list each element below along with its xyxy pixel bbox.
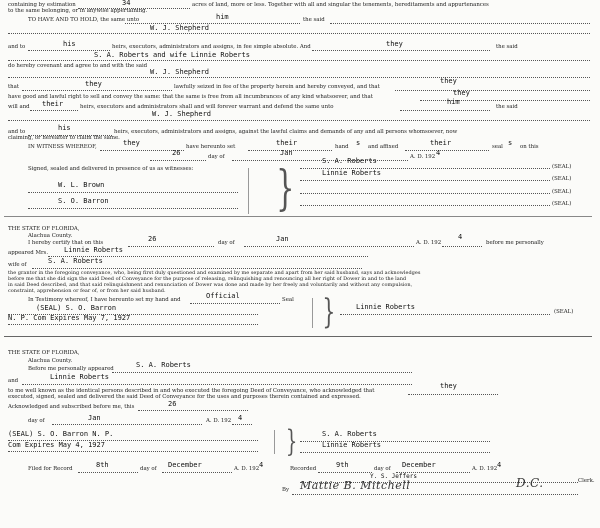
covenant-text: do hereby covenant and agree to and with the said [8,63,148,69]
ack1-notary-1: (SEAL) S. O. Barron [36,304,117,312]
divider-1 [4,216,592,217]
recorded-label: Recorded [290,466,317,472]
ack1-before: before me personally [486,240,544,246]
affixed-text: and affixed [368,144,399,150]
their-1: their [42,100,64,108]
the-said-1: the said [303,17,325,23]
heirs-2: heirs, executors, administrators and assigns, against the lawful claims and demands of any and all persons whomsoever, now [114,129,458,135]
ack2-county: Alachua County. [28,358,73,364]
ack1-wife-name: Linnie Roberts [64,246,124,254]
deputy-clerk-signature: Mattie B. Mitchell [300,479,411,492]
habendum-label: TO HAVE AND TO HOLD, the same unto [28,17,140,23]
ack1-certify: I hereby certify that on this [28,240,104,246]
ack2-state: THE STATE OF FLORIDA, [8,350,80,356]
ack2-notary-2: Com Expires May 4, 1927 [8,441,105,449]
grantors: S. A. Roberts and wife Linnie Roberts [94,51,250,59]
ack2-signer-2: Linnie Roberts [322,441,382,449]
ack2-signer-1: S. A. Roberts [322,430,377,438]
deed-ad: A. D. 192 [410,154,436,160]
ack2-known-2: executed, signed, sealed and delivered the said Deed of Conveyance for the uses and purposes therein contained and expressed. [8,394,361,400]
ack1-para-3: in said Deed described, and that said relinquishment and renunciation of Dower was done and made by her freely and voluntarily and without any compulsion, [8,282,413,288]
the-said-3: the said [496,104,518,110]
deed-day-of: day of [208,154,225,160]
ack2-day: 26 [168,400,177,408]
divider-2 [4,336,592,337]
grantee-3: W. J. Shepherd [152,110,212,118]
acres-value: 34 [122,0,131,7]
signer-1: S. A. Roberts [322,157,377,165]
ack2-name-1: S. A. Roberts [136,361,191,369]
estimation-label: containing by estimation [8,2,76,8]
witness-2: S. O. Barron [58,197,109,205]
they-3: they [440,77,457,85]
him-2: him [447,98,460,106]
and-to-2: and to [8,129,26,135]
signed-text: Signed, sealed and delivered in presence of us as witnesses: [28,166,194,172]
their-3: their [430,139,452,147]
and-to-1: and to [8,44,26,50]
ack1-signer: Linnie Roberts [356,303,416,311]
hand-word: hand [335,144,349,150]
recorded-year: 4 [497,461,502,469]
ack1-para-1: the grantor in the foregoing conveyance, who, being first duly questioned and examined by me separate and apart from her said husband, says and acknowledges [8,270,421,276]
him-1: him [216,13,229,21]
clerk-name: Y. S. Jeffers [370,473,417,480]
seal-4: (SEAL) [552,201,572,207]
filed-label: Filed for Record [28,466,73,472]
they-5: they [123,139,140,147]
ack1-day-of: day of [218,240,235,246]
witness-1: W. L. Brown [58,181,105,189]
seal-2: (SEAL) [552,176,572,182]
ack1-ad: A. D. 192 [416,240,442,246]
clerk-label: Clerk. [578,478,595,484]
on-this: on this [520,144,539,150]
ack1-year: 4 [458,233,463,241]
claiming-text: claiming, or hereafter to claim the same. [8,135,120,141]
ack1-appeared: appeared Mrs. [8,250,49,256]
they-2: they [85,80,102,88]
grantee-2: W. J. Shepherd [150,68,210,76]
recorded-month: December [402,461,436,469]
witness-brace: } [276,160,295,216]
ack1-notary-2: N. P. Com Expires May 7, 1927 [8,314,131,322]
appertaining-text: to the same belonging, or in anywise appertaining. [8,8,148,14]
witness-whereof: IN WITNESS WHEREOF, [28,144,97,150]
recorded-ad: A. D. 192 [472,466,498,472]
filed-year: 4 [259,461,264,469]
filed-ad: A. D. 192 [234,466,260,472]
acres-text: acres of land, more or less. Together with all and singular the tenements, hereditaments and appurtenances [192,2,489,8]
grantee-1: W. J. Shepherd [150,24,210,32]
clerk-initials: D.C. [516,476,544,490]
ack1-wife-of: wife of [8,262,27,268]
ack2-known-1: to me well known as the identical persons described in and who executed the foregoing Deed of Conveyance, who acknowledged that [8,388,375,394]
warrant-text: heirs, executors and administrators shall and will forever warrant and defend the same unto [80,104,334,110]
deed-day: 26 [172,149,181,157]
recorded-day-of: day of [374,466,391,472]
set-text: have hereunto set [186,144,236,150]
ack1-official: Official [206,292,240,300]
ack2-subscribed: Acknowledged and subscribed before me, this [8,404,135,410]
filed-day: 8th [96,461,109,469]
the-said-2: the said [496,44,518,50]
signer-2: Linnie Roberts [322,169,382,177]
heirs-1: heirs, executors, administrators and assigns, in fee simple absolute. And [112,44,311,50]
ack1-day: 26 [148,235,157,243]
ack1-seal: (SEAL) [554,309,574,315]
ack1-county: Alachua County. [28,233,73,239]
their-2: their [276,139,298,147]
ack2-day-of: day of [28,418,45,424]
seal-s: s [508,139,513,147]
ack2-appeared: Before me personally appeared [28,366,114,372]
ack2-notary-1: (SEAL) S. O. Barron N. P. [8,430,114,438]
ack1-para-2: before me that she did sign the said Deed of Conveyance for the purpose of releasing, relinquishing and renouncing all her right of Dower in and to the land [8,276,407,282]
his-1: his [63,40,76,48]
by-label: By [282,487,290,493]
ack2-brace: } [285,424,298,459]
deed-year: 4 [436,149,441,157]
recorded-day: 9th [336,461,349,469]
ack1-state: THE STATE OF FLORIDA, [8,226,80,232]
they-4: they [453,89,470,97]
deed-month: Jan [280,149,293,157]
seal-1: (SEAL) [552,164,572,170]
ack1-month: Jan [276,235,289,243]
ack1-para-4: constraint, apprehension or fear of, or from her said husband. [8,288,166,294]
filed-day-of: day of [140,466,157,472]
hand-s: s [356,139,361,147]
ack2-name-2: Linnie Roberts [50,373,110,381]
that-1: that [8,84,20,90]
ack1-seal-word: Seal [282,297,294,303]
ack1-husband: S. A. Roberts [48,257,103,265]
filed-month: December [168,461,202,469]
ack2-month: Jan [88,414,101,422]
his-2: his [58,124,71,132]
ack2-ad: A. D. 192 [206,418,232,424]
seized-text: lawfully seized in fee of the property herein and hereby conveyed, and that [174,84,380,90]
ack1-testimony: In Testimony whereof, I have hereunto set my hand and [28,297,181,303]
will-and: will and [8,104,30,110]
ack2-and: and [8,378,19,384]
right-text: have good and lawful right to sell and convey the same: that the same is free from all incumbrances of any kind whatsoever, and that [8,94,373,100]
seal-3: (SEAL) [552,189,572,195]
ack2-they: they [440,382,457,390]
ack1-brace: } [322,292,336,332]
they-1: they [386,40,403,48]
ack2-year: 4 [238,414,243,422]
seal-word: seal [492,144,503,150]
